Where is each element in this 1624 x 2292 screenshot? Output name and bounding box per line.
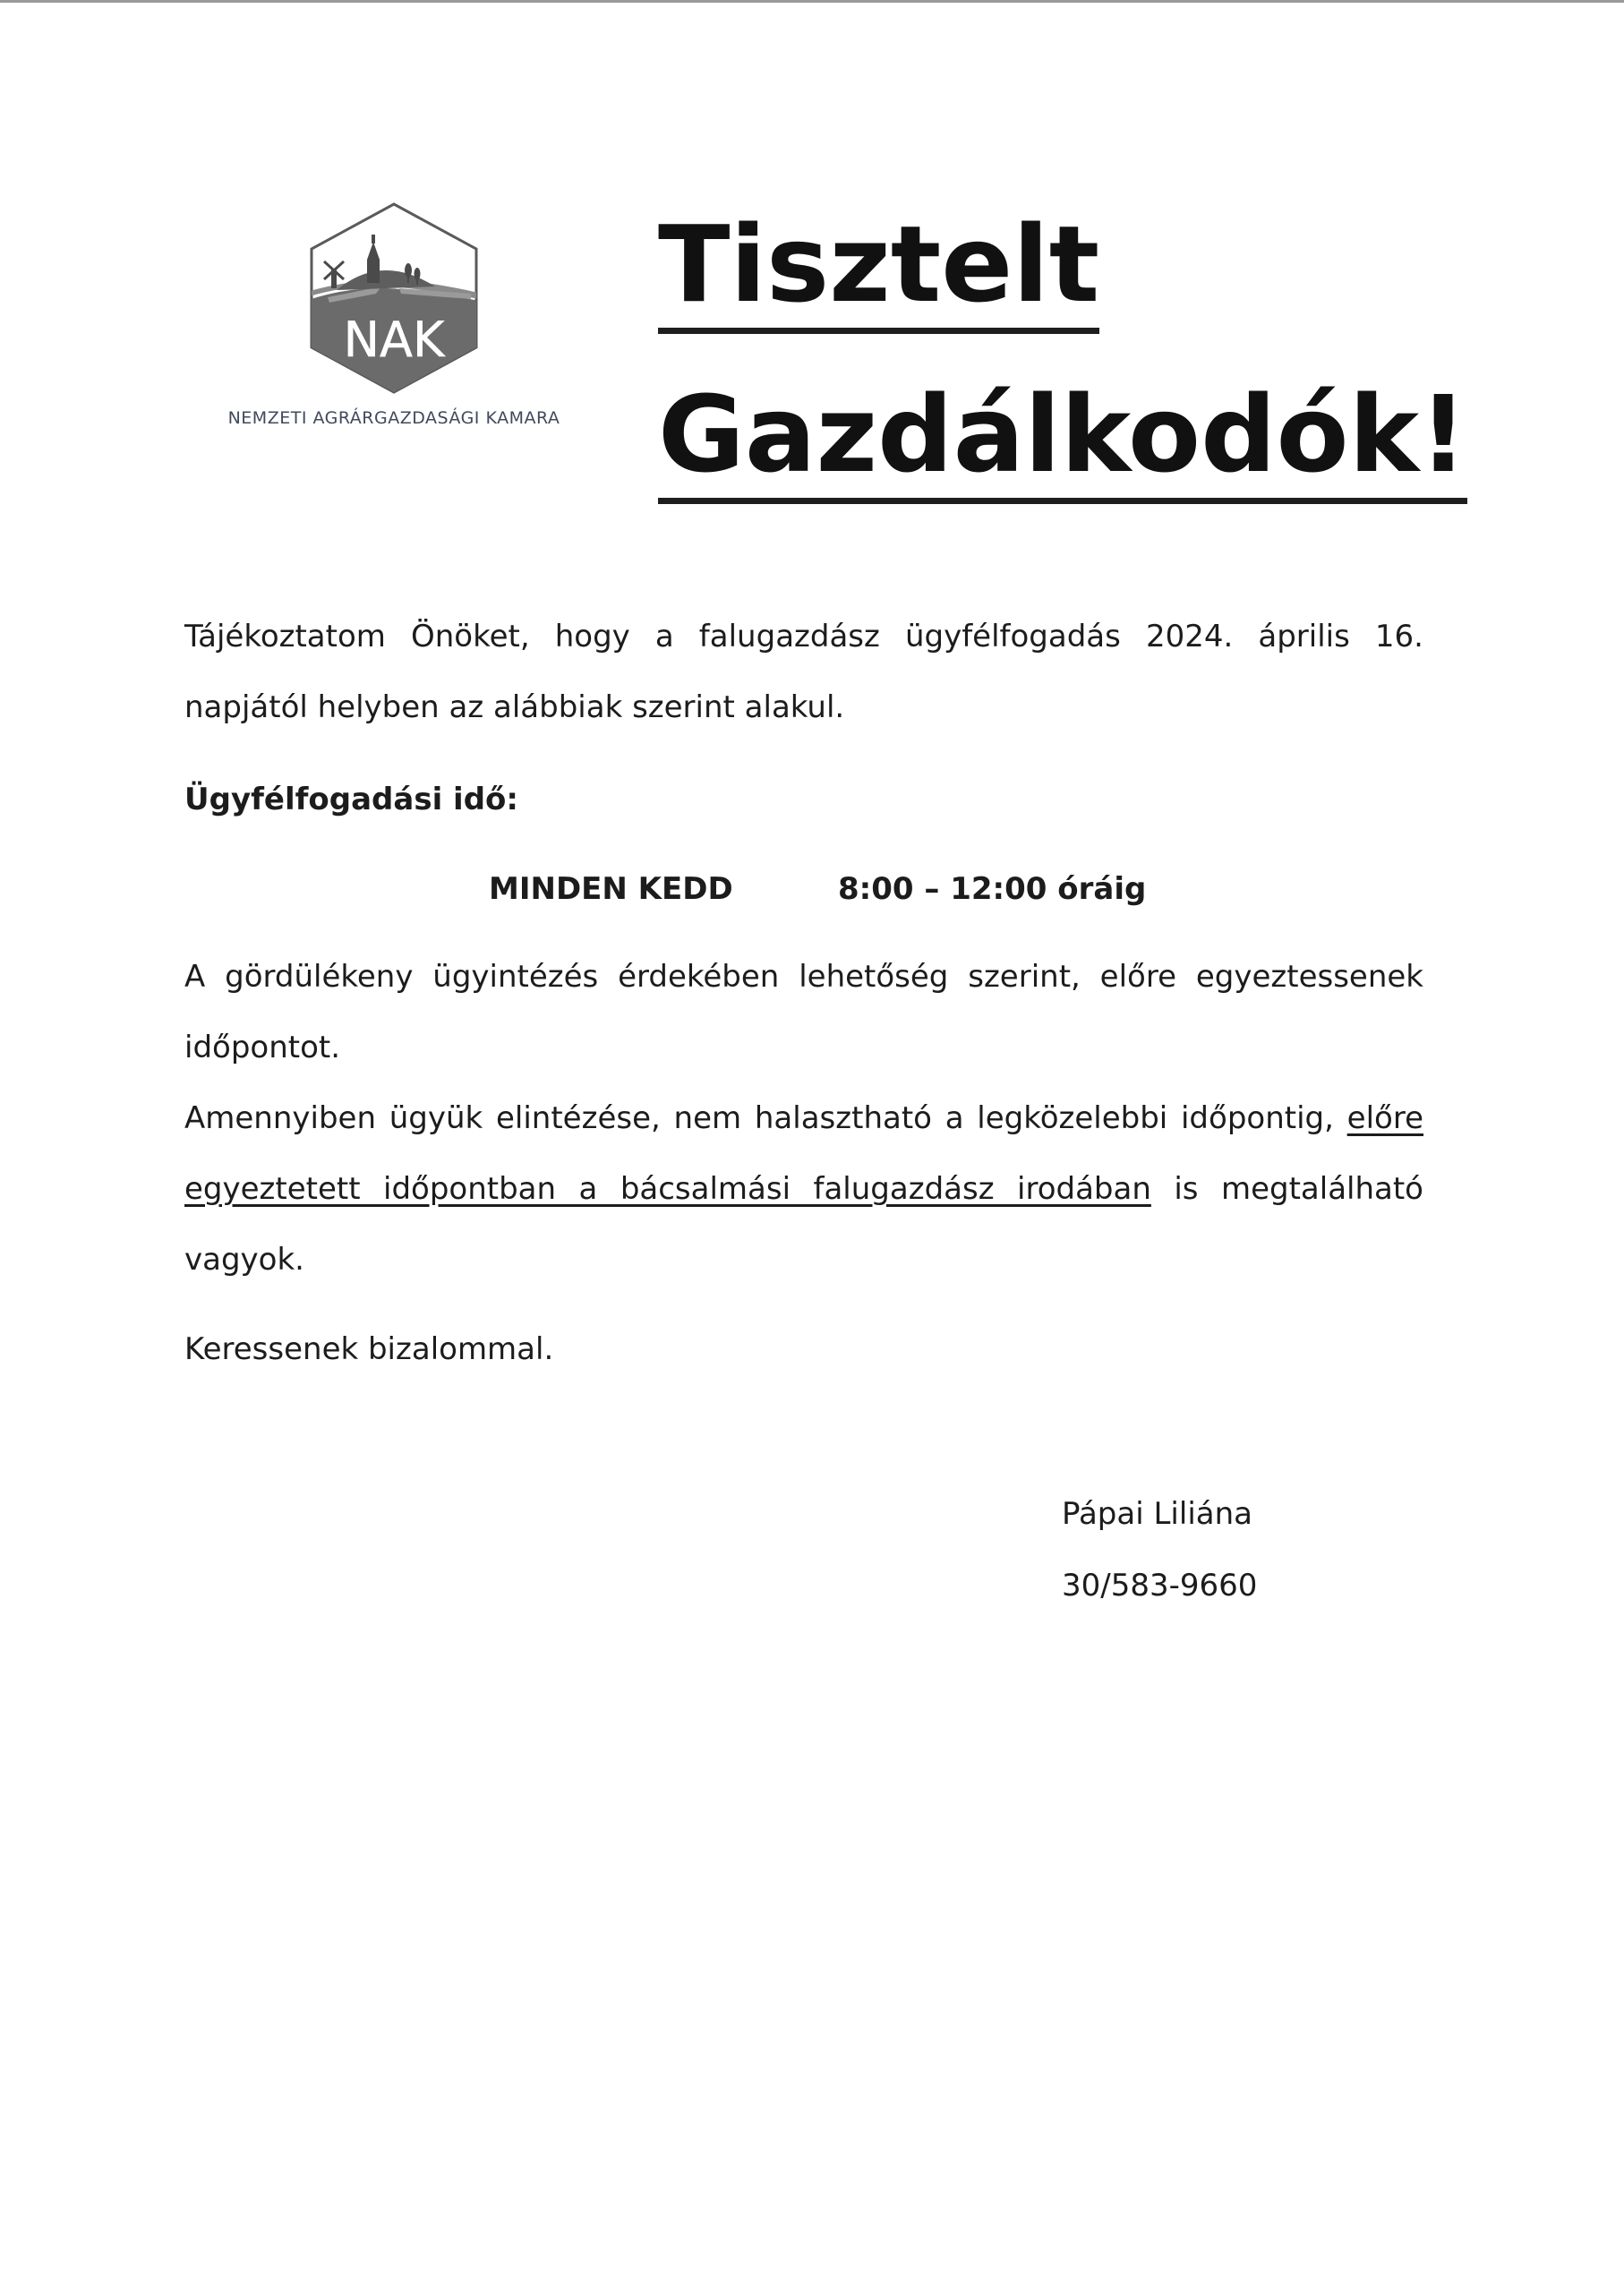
logo-caption: NEMZETI AGRÁRGAZDASÁGI KAMARA [227, 408, 560, 428]
office-paragraph-start: Amennyiben ügyük elintézése, nem halasztható a legközelebbi időpontig, [184, 1100, 1347, 1136]
closing-line: Keressenek bizalommal. [184, 1331, 554, 1367]
nak-hexagon-emblem [301, 197, 487, 399]
schedule-day: MINDEN KEDD [489, 871, 733, 907]
office-paragraph-underlined: előre egyeztetett időpontban a bácsalmási falugazdász irodában [184, 1100, 1423, 1207]
signature-name: Pápai Liliána [1062, 1496, 1252, 1532]
church-icon [367, 235, 380, 283]
intro-paragraph: Tájékoztatom Önöket, hogy a falugazdász ügyfélfogadás 2024. április 16. napjától helyben az alábbiak szerint alakul. [184, 619, 1423, 725]
appointment-paragraph: A gördülékeny ügyintézés érdekében lehetőség szerint, előre egyeztessenek időpontot. [184, 959, 1423, 1065]
office-paragraph [184, 1083, 1423, 1296]
nak-mark-text: NAK [343, 312, 445, 368]
office-paragraph-end: is megtalálható vagyok. [184, 1171, 1423, 1278]
signature-phone: 30/583-9660 [1062, 1568, 1258, 1604]
title-line-2: Gazdálkodók! [658, 381, 1467, 504]
nak-logo [215, 197, 573, 430]
title-line-1: Tisztelt [658, 211, 1099, 334]
scan-top-edge [0, 0, 1624, 3]
hours-label: Ügyfélfogadási idő: [184, 782, 519, 817]
schedule-time: 8:00 – 12:00 óráig [838, 871, 1147, 907]
